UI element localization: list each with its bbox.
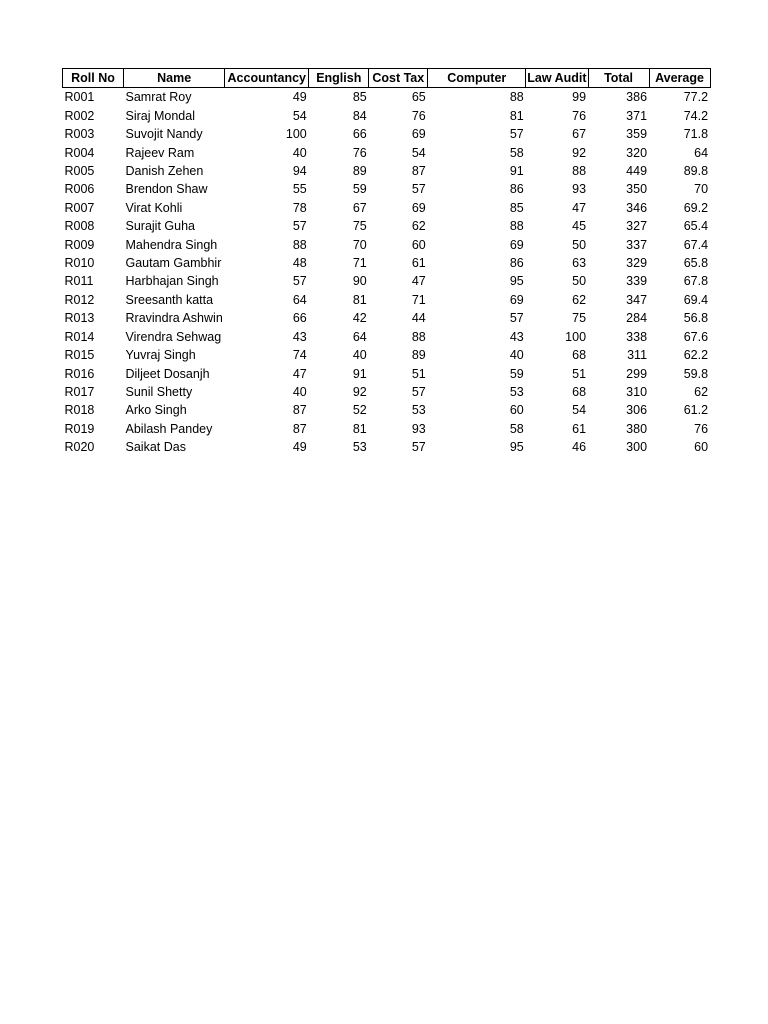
cell-average[interactable]: 60: [694, 440, 709, 455]
cell-roll-no[interactable]: R009: [64, 237, 95, 252]
cell-total[interactable]: 339: [626, 274, 648, 289]
table-row: [63, 365, 711, 383]
cell-computer[interactable]: 40: [509, 348, 524, 363]
table-row: [63, 328, 711, 346]
cell-name[interactable]: Rravindra Ashwin: [125, 311, 223, 326]
cell-cost-tax[interactable]: 69: [411, 127, 426, 142]
cell-roll-no[interactable]: R015: [64, 348, 95, 363]
cell-cost-tax[interactable]: 71: [411, 292, 426, 307]
cell-computer[interactable]: 88: [509, 90, 524, 105]
cell-cost-tax[interactable]: 62: [411, 219, 426, 234]
cell-roll-no[interactable]: R001: [64, 90, 95, 105]
cell-average[interactable]: 69.4: [683, 292, 709, 307]
cell-average[interactable]: 59.8: [683, 366, 709, 381]
cell-english[interactable]: 64: [352, 329, 367, 344]
cell-roll-no[interactable]: R006: [64, 182, 95, 197]
table-row: [63, 144, 711, 162]
cell-english[interactable]: 84: [352, 108, 367, 123]
cell-computer[interactable]: 88: [509, 219, 524, 234]
cell-cost-tax[interactable]: 60: [411, 237, 426, 252]
cell-cost-tax[interactable]: 89: [411, 348, 426, 363]
cell-name[interactable]: Samrat Roy: [125, 90, 192, 105]
cell-cost-tax[interactable]: 65: [411, 90, 426, 105]
table-row: [63, 162, 711, 180]
cell-law-audit[interactable]: 50: [572, 237, 587, 252]
cell-accountancy[interactable]: 64: [292, 292, 307, 307]
cell-name[interactable]: Harbhajan Singh: [125, 274, 219, 289]
cell-average[interactable]: 69.2: [683, 200, 709, 215]
cell-average[interactable]: 62: [694, 384, 709, 399]
cell-average[interactable]: 89.8: [683, 164, 709, 179]
cell-accountancy[interactable]: 40: [292, 384, 307, 399]
cell-total[interactable]: 327: [626, 219, 648, 234]
cell-name[interactable]: Danish Zehen: [125, 164, 204, 179]
cell-name[interactable]: Saikat Das: [125, 440, 186, 455]
cell-law-audit[interactable]: 62: [572, 292, 587, 307]
cell-accountancy[interactable]: 49: [292, 440, 307, 455]
cell-average[interactable]: 71.8: [683, 127, 709, 142]
cell-name[interactable]: Virat Kohli: [125, 200, 183, 215]
table-row: [63, 272, 711, 290]
header-roll-no[interactable]: Roll No: [63, 69, 124, 88]
cell-cost-tax[interactable]: 61: [411, 256, 426, 271]
cell-english[interactable]: 75: [352, 219, 367, 234]
cell-english[interactable]: 40: [352, 348, 367, 363]
cell-law-audit[interactable]: 50: [572, 274, 587, 289]
cell-average[interactable]: 65.4: [683, 219, 709, 234]
cell-english[interactable]: 42: [352, 311, 367, 326]
cell-law-audit[interactable]: 92: [572, 145, 587, 160]
table-row: [63, 420, 711, 438]
cell-computer[interactable]: 91: [509, 164, 524, 179]
cell-english[interactable]: 85: [352, 90, 367, 105]
cell-average[interactable]: 67.8: [683, 274, 709, 289]
cell-law-audit[interactable]: 68: [572, 348, 587, 363]
cell-name[interactable]: Arko Singh: [125, 403, 187, 418]
cell-average[interactable]: 64: [694, 145, 709, 160]
cell-law-audit[interactable]: 88: [572, 164, 587, 179]
cell-computer[interactable]: 85: [509, 200, 524, 215]
cell-roll-no[interactable]: R004: [64, 145, 95, 160]
cell-english[interactable]: 67: [352, 200, 367, 215]
cell-computer[interactable]: 43: [509, 329, 524, 344]
cell-total[interactable]: 386: [626, 90, 648, 105]
table-row: [63, 236, 711, 254]
cell-accountancy[interactable]: 57: [292, 274, 307, 289]
cell-cost-tax[interactable]: 57: [411, 384, 426, 399]
cell-law-audit[interactable]: 61: [572, 421, 587, 436]
cell-cost-tax[interactable]: 57: [411, 440, 426, 455]
cell-total[interactable]: 380: [626, 421, 648, 436]
table-row: [63, 88, 711, 107]
cell-english[interactable]: 81: [352, 421, 367, 436]
cell-cost-tax[interactable]: 44: [411, 311, 426, 326]
cell-law-audit[interactable]: 46: [572, 440, 587, 455]
cell-total[interactable]: 350: [626, 182, 648, 197]
header-average[interactable]: Average: [649, 69, 710, 88]
cell-english[interactable]: 91: [352, 366, 367, 381]
cell-english[interactable]: 81: [352, 292, 367, 307]
table-row: [63, 125, 711, 143]
header-computer[interactable]: Computer: [428, 69, 526, 88]
cell-accountancy[interactable]: 66: [292, 311, 307, 326]
cell-name[interactable]: Surajit Guha: [125, 219, 195, 234]
cell-name[interactable]: Suvojit Nandy: [125, 127, 203, 142]
cell-name[interactable]: Sreesanth katta: [125, 292, 214, 307]
cell-law-audit[interactable]: 93: [572, 182, 587, 197]
cell-name[interactable]: Brendon Shaw: [125, 182, 208, 197]
cell-computer[interactable]: 58: [509, 145, 524, 160]
cell-average[interactable]: 74.2: [683, 108, 709, 123]
cell-computer[interactable]: 60: [509, 403, 524, 418]
cell-average[interactable]: 70: [694, 182, 709, 197]
cell-computer[interactable]: 59: [509, 366, 524, 381]
cell-average[interactable]: 67.4: [683, 237, 709, 252]
header-cost-tax[interactable]: Cost Tax: [369, 69, 428, 88]
cell-accountancy[interactable]: 88: [292, 237, 307, 252]
cell-name[interactable]: Gautam Gambhir: [125, 256, 222, 271]
cell-english[interactable]: 66: [352, 127, 367, 142]
cell-law-audit[interactable]: 67: [572, 127, 587, 142]
cell-english[interactable]: 71: [352, 256, 367, 271]
cell-english[interactable]: 90: [352, 274, 367, 289]
cell-computer[interactable]: 69: [509, 292, 524, 307]
table-row: [63, 107, 711, 125]
cell-accountancy[interactable]: 43: [292, 329, 307, 344]
cell-cost-tax[interactable]: 87: [411, 164, 426, 179]
marks-table: [62, 68, 711, 457]
cell-total[interactable]: 306: [626, 403, 648, 418]
cell-computer[interactable]: 95: [509, 274, 524, 289]
cell-roll-no[interactable]: R005: [64, 164, 95, 179]
cell-roll-no[interactable]: R008: [64, 219, 95, 234]
cell-accountancy[interactable]: 49: [292, 90, 307, 105]
cell-law-audit[interactable]: 63: [572, 256, 587, 271]
cell-computer[interactable]: 58: [509, 421, 524, 436]
cell-name[interactable]: Sunil Shetty: [125, 384, 193, 399]
cell-average[interactable]: 56.8: [683, 311, 709, 326]
cell-total[interactable]: 320: [626, 145, 648, 160]
cell-average[interactable]: 61.2: [683, 403, 709, 418]
cell-roll-no[interactable]: R019: [64, 421, 95, 436]
cell-accountancy[interactable]: 48: [292, 256, 307, 271]
header-name[interactable]: Name: [124, 69, 225, 88]
header-row: [63, 69, 711, 88]
cell-law-audit[interactable]: 47: [572, 200, 587, 215]
cell-name[interactable]: Siraj Mondal: [125, 108, 195, 123]
cell-roll-no[interactable]: R014: [64, 329, 95, 344]
cell-computer[interactable]: 53: [509, 384, 524, 399]
cell-roll-no[interactable]: R007: [64, 200, 95, 215]
cell-name[interactable]: Rajeev Ram: [125, 145, 195, 160]
cell-total[interactable]: 337: [626, 237, 648, 252]
cell-accountancy[interactable]: 74: [292, 348, 307, 363]
cell-average[interactable]: 65.8: [683, 256, 709, 271]
cell-roll-no[interactable]: R017: [64, 384, 95, 399]
cell-total[interactable]: 371: [626, 108, 648, 123]
cell-name[interactable]: Diljeet Dosanjh: [125, 366, 210, 381]
cell-computer[interactable]: 57: [509, 311, 524, 326]
marks-sheet: [62, 68, 711, 457]
cell-total[interactable]: 300: [626, 440, 648, 455]
table-row: [63, 346, 711, 364]
cell-cost-tax[interactable]: 69: [411, 200, 426, 215]
cell-english[interactable]: 92: [352, 384, 367, 399]
cell-cost-tax[interactable]: 51: [411, 366, 426, 381]
cell-english[interactable]: 53: [352, 440, 367, 455]
cell-roll-no[interactable]: R002: [64, 108, 95, 123]
cell-law-audit[interactable]: 75: [572, 311, 587, 326]
cell-average[interactable]: 67.6: [683, 329, 709, 344]
cell-accountancy[interactable]: 54: [292, 108, 307, 123]
cell-law-audit[interactable]: 68: [572, 384, 587, 399]
table-row: [63, 254, 711, 272]
cell-average[interactable]: 62.2: [683, 348, 709, 363]
cell-computer[interactable]: 81: [509, 108, 524, 123]
cell-accountancy[interactable]: 87: [292, 403, 307, 418]
table-row: [63, 383, 711, 401]
cell-law-audit[interactable]: 54: [572, 403, 587, 418]
cell-english[interactable]: 59: [352, 182, 367, 197]
cell-english[interactable]: 52: [352, 403, 367, 418]
cell-english[interactable]: 70: [352, 237, 367, 252]
cell-total[interactable]: 347: [626, 292, 648, 307]
cell-total[interactable]: 346: [626, 200, 648, 215]
table-row: [63, 217, 711, 235]
cell-law-audit[interactable]: 45: [572, 219, 587, 234]
cell-total[interactable]: 329: [626, 256, 648, 271]
cell-computer[interactable]: 86: [509, 182, 524, 197]
cell-total[interactable]: 449: [626, 164, 648, 179]
header-accountancy[interactable]: Accountancy: [225, 69, 309, 88]
table-row: [63, 438, 711, 456]
cell-english[interactable]: 89: [352, 164, 367, 179]
cell-total[interactable]: 284: [626, 311, 648, 326]
cell-english[interactable]: 76: [352, 145, 367, 160]
cell-cost-tax[interactable]: 76: [411, 108, 426, 123]
cell-cost-tax[interactable]: 88: [411, 329, 426, 344]
cell-cost-tax[interactable]: 93: [411, 421, 426, 436]
cell-total[interactable]: 338: [626, 329, 648, 344]
cell-roll-no[interactable]: R016: [64, 366, 95, 381]
cell-roll-no[interactable]: R020: [64, 440, 95, 455]
table-row: [63, 291, 711, 309]
cell-roll-no[interactable]: R012: [64, 292, 95, 307]
cell-accountancy[interactable]: 55: [292, 182, 307, 197]
table-row: [63, 199, 711, 217]
cell-computer[interactable]: 69: [509, 237, 524, 252]
cell-computer[interactable]: 57: [509, 127, 524, 142]
cell-law-audit[interactable]: 99: [572, 90, 587, 105]
cell-law-audit[interactable]: 76: [572, 108, 587, 123]
cell-total[interactable]: 359: [626, 127, 648, 142]
table-row: [63, 309, 711, 327]
cell-computer[interactable]: 95: [509, 440, 524, 455]
cell-accountancy[interactable]: 94: [292, 164, 307, 179]
header-english[interactable]: English: [309, 69, 369, 88]
cell-total[interactable]: 299: [626, 366, 648, 381]
cell-roll-no[interactable]: R010: [64, 256, 95, 271]
cell-accountancy[interactable]: 87: [292, 421, 307, 436]
cell-accountancy[interactable]: 40: [292, 145, 307, 160]
cell-law-audit[interactable]: 51: [572, 366, 587, 381]
cell-accountancy[interactable]: 78: [292, 200, 307, 215]
cell-law-audit[interactable]: 100: [565, 329, 587, 344]
cell-roll-no[interactable]: R018: [64, 403, 95, 418]
cell-total[interactable]: 310: [626, 384, 648, 399]
header-total[interactable]: Total: [588, 69, 649, 88]
table-row: [63, 401, 711, 419]
table-row: [63, 180, 711, 198]
cell-average[interactable]: 76: [694, 421, 709, 436]
cell-cost-tax[interactable]: 57: [411, 182, 426, 197]
cell-roll-no[interactable]: R013: [64, 311, 95, 326]
cell-roll-no[interactable]: R003: [64, 127, 95, 142]
table-body: [63, 88, 711, 457]
cell-name[interactable]: Abilash Pandey: [125, 421, 213, 436]
header-law-audit[interactable]: Law Audit: [526, 69, 588, 88]
cell-accountancy[interactable]: 100: [285, 127, 307, 142]
cell-accountancy[interactable]: 57: [292, 219, 307, 234]
cell-roll-no[interactable]: R011: [64, 274, 94, 289]
cell-average[interactable]: 77.2: [683, 90, 709, 105]
cell-cost-tax[interactable]: 47: [411, 274, 426, 289]
cell-accountancy[interactable]: 47: [292, 366, 307, 381]
cell-cost-tax[interactable]: 53: [411, 403, 426, 418]
cell-computer[interactable]: 86: [509, 256, 524, 271]
cell-name[interactable]: Virendra Sehwag: [125, 329, 222, 344]
cell-cost-tax[interactable]: 54: [411, 145, 426, 160]
cell-name[interactable]: Yuvraj Singh: [125, 348, 196, 363]
cell-name[interactable]: Mahendra Singh: [125, 237, 218, 252]
cell-total[interactable]: 311: [627, 348, 648, 363]
